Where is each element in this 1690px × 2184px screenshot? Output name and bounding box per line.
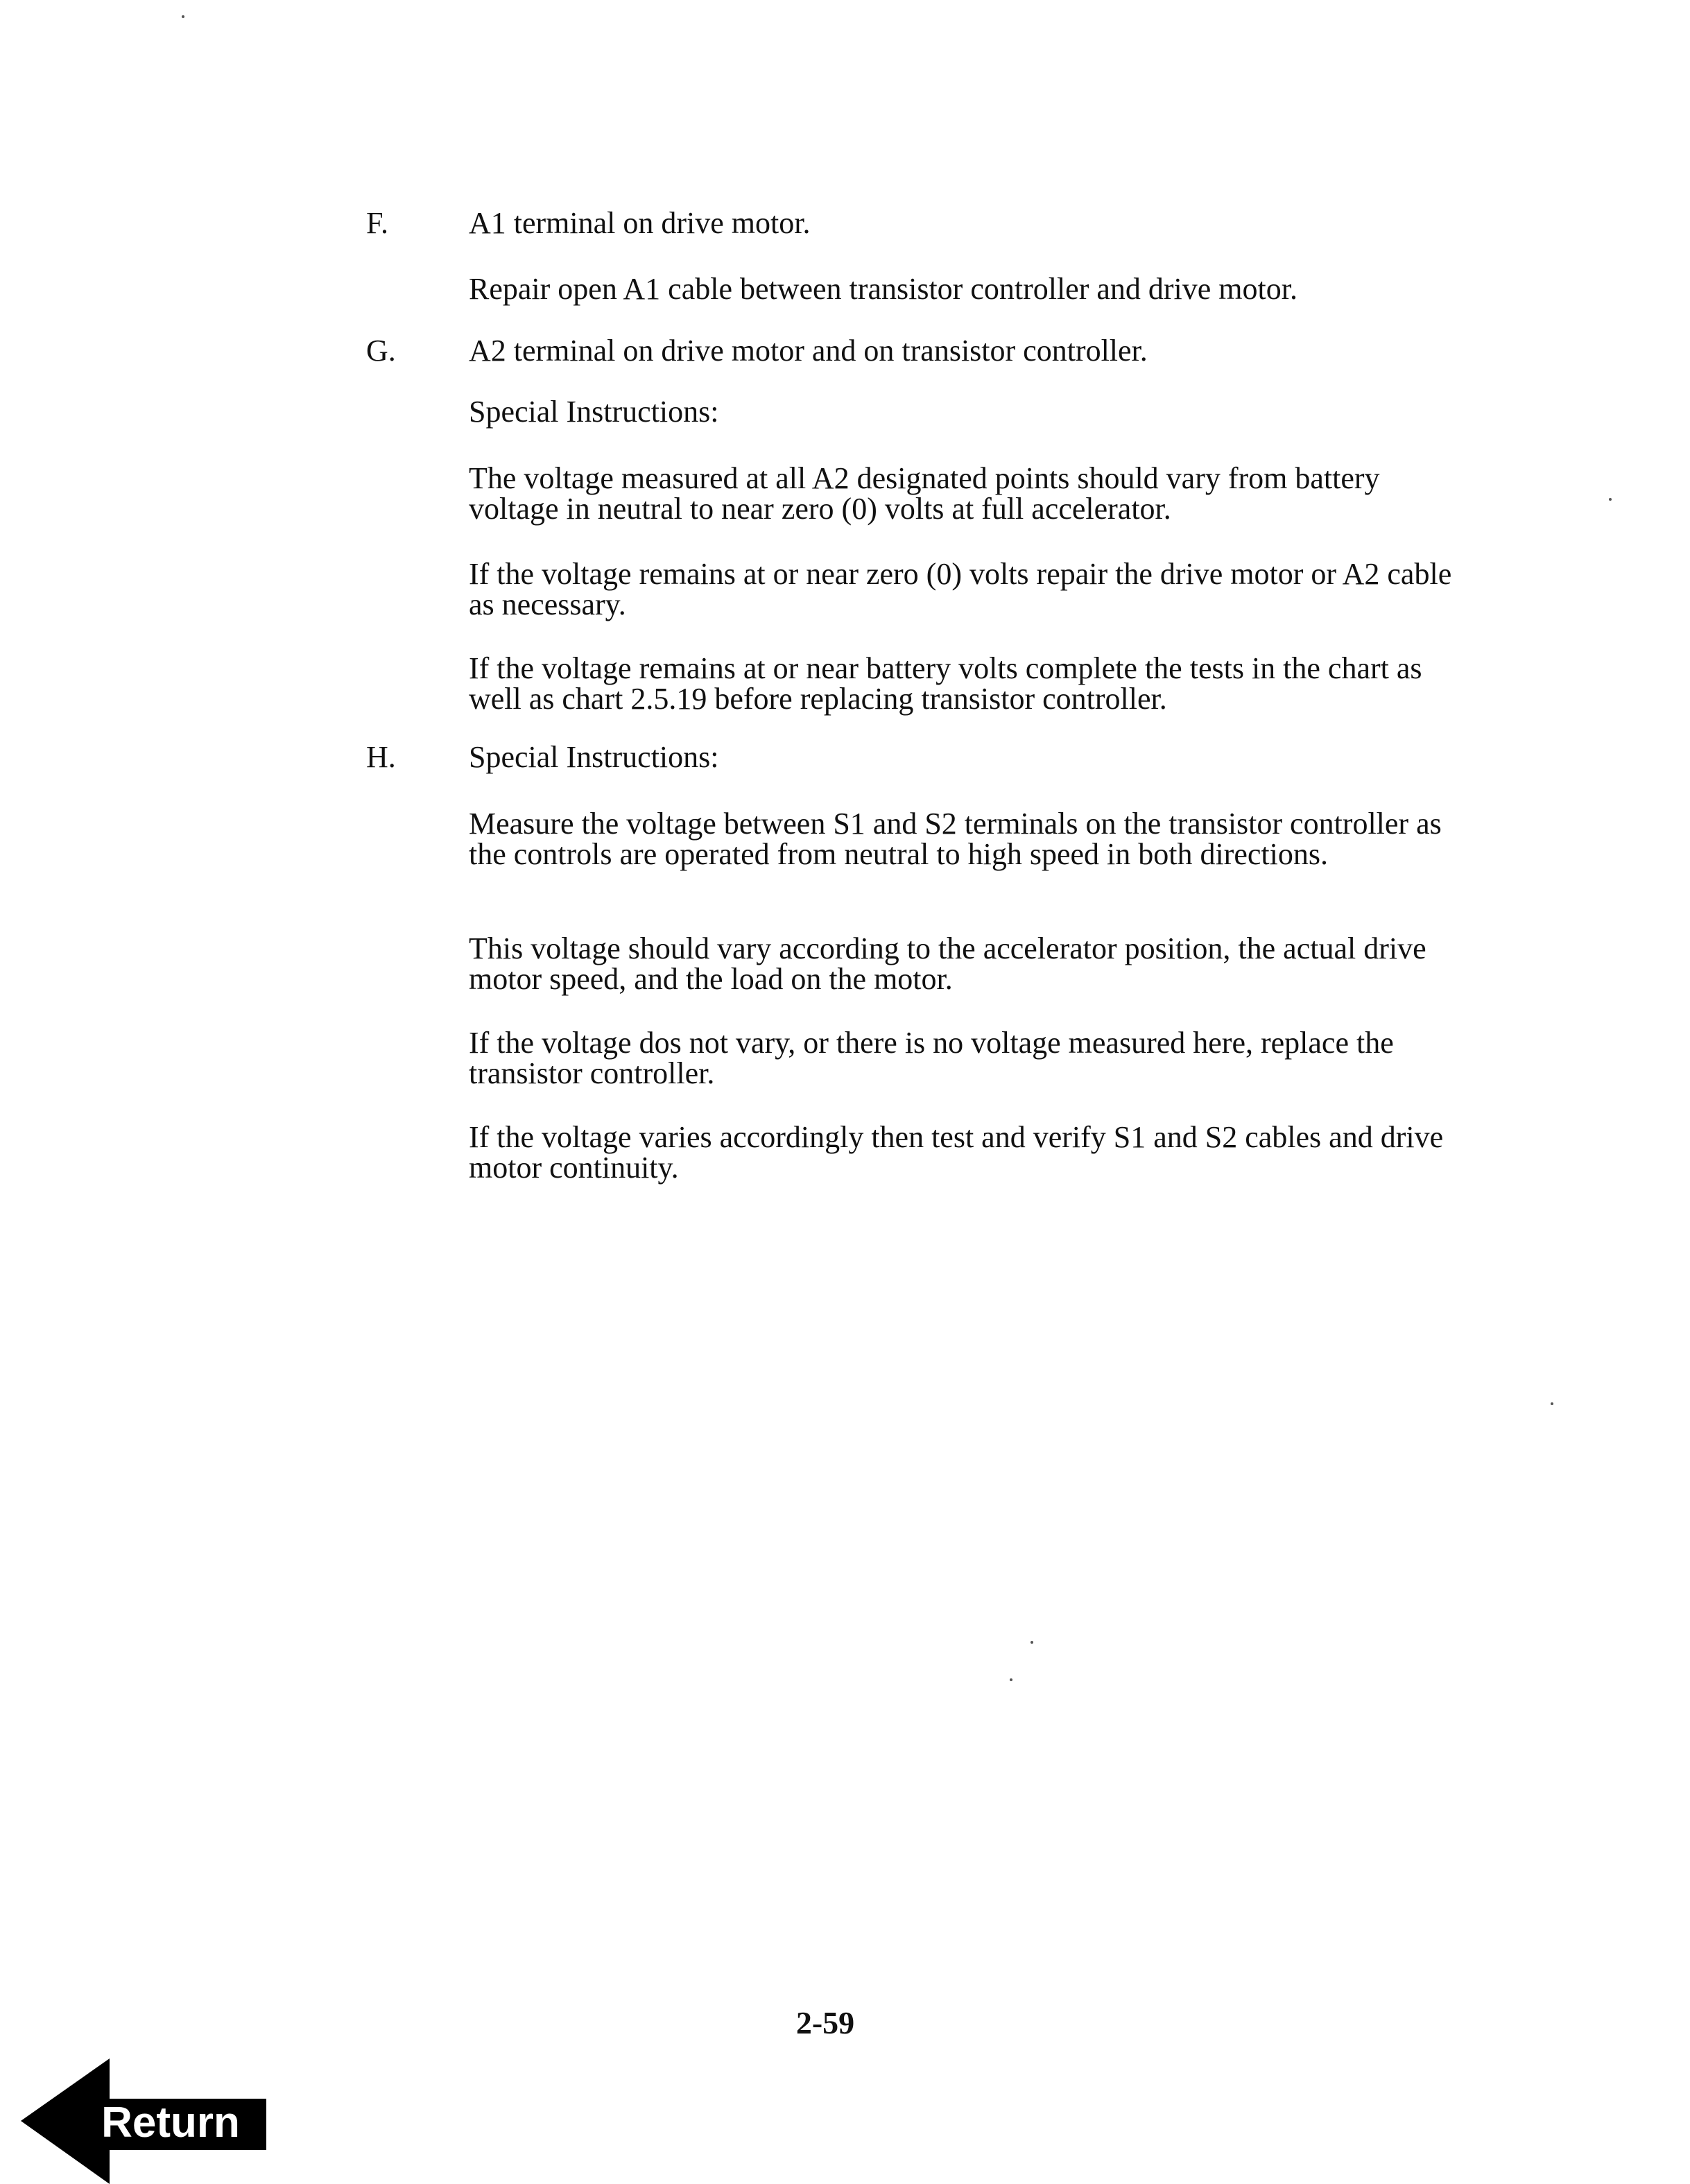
section-g-paragraph-2: If the voltage remains at or near zero (0) volts repair the drive motor or A2 cable as necessary. <box>469 557 1452 621</box>
section-g-special-instructions: Special Instructions: <box>469 395 719 429</box>
section-h-letter: H. <box>366 740 396 774</box>
section-g-paragraph-3: If the voltage remains at or near battery volts complete the tests in the chart as well as chart 2.5.19 before replacing transistor controller. <box>469 651 1422 716</box>
scan-speck <box>1031 1641 1033 1644</box>
section-h-paragraph-2: This voltage should vary according to the accelerator position, the actual drive motor speed, and the load on the motor. <box>469 931 1426 996</box>
return-label: Return <box>101 2099 240 2147</box>
section-h-paragraph-4: If the voltage varies accordingly then test and verify S1 and S2 cables and drive motor continuity. <box>469 1120 1444 1185</box>
scan-speck <box>1551 1402 1553 1405</box>
section-h-paragraph-1: Measure the voltage between S1 and S2 terminals on the transistor controller as the controls are operated from neutral to high speed in both directions. <box>469 807 1442 871</box>
section-h-paragraph-3: If the voltage dos not vary, or there is no voltage measured here, replace the transistor controller. <box>469 1026 1394 1090</box>
section-f-letter: F. <box>366 206 388 240</box>
section-g-paragraph-1: The voltage measured at all A2 designated points should vary from battery voltage in neutral to near zero (0) volts at full accelerator. <box>469 461 1380 526</box>
scan-speck <box>1010 1678 1012 1681</box>
section-g-letter: G. <box>366 334 396 368</box>
page-number: 2-59 <box>795 2005 855 2040</box>
scan-speck <box>1609 498 1612 501</box>
scan-speck <box>182 15 184 18</box>
return-button[interactable] <box>21 2058 268 2184</box>
section-h-special-instructions: Special Instructions: <box>469 740 719 774</box>
section-g-heading: A2 terminal on drive motor and on transistor controller. <box>469 334 1148 368</box>
section-f-paragraph-1: Repair open A1 cable between transistor controller and drive motor. <box>469 272 1297 306</box>
section-f-heading: A1 terminal on drive motor. <box>469 206 811 240</box>
